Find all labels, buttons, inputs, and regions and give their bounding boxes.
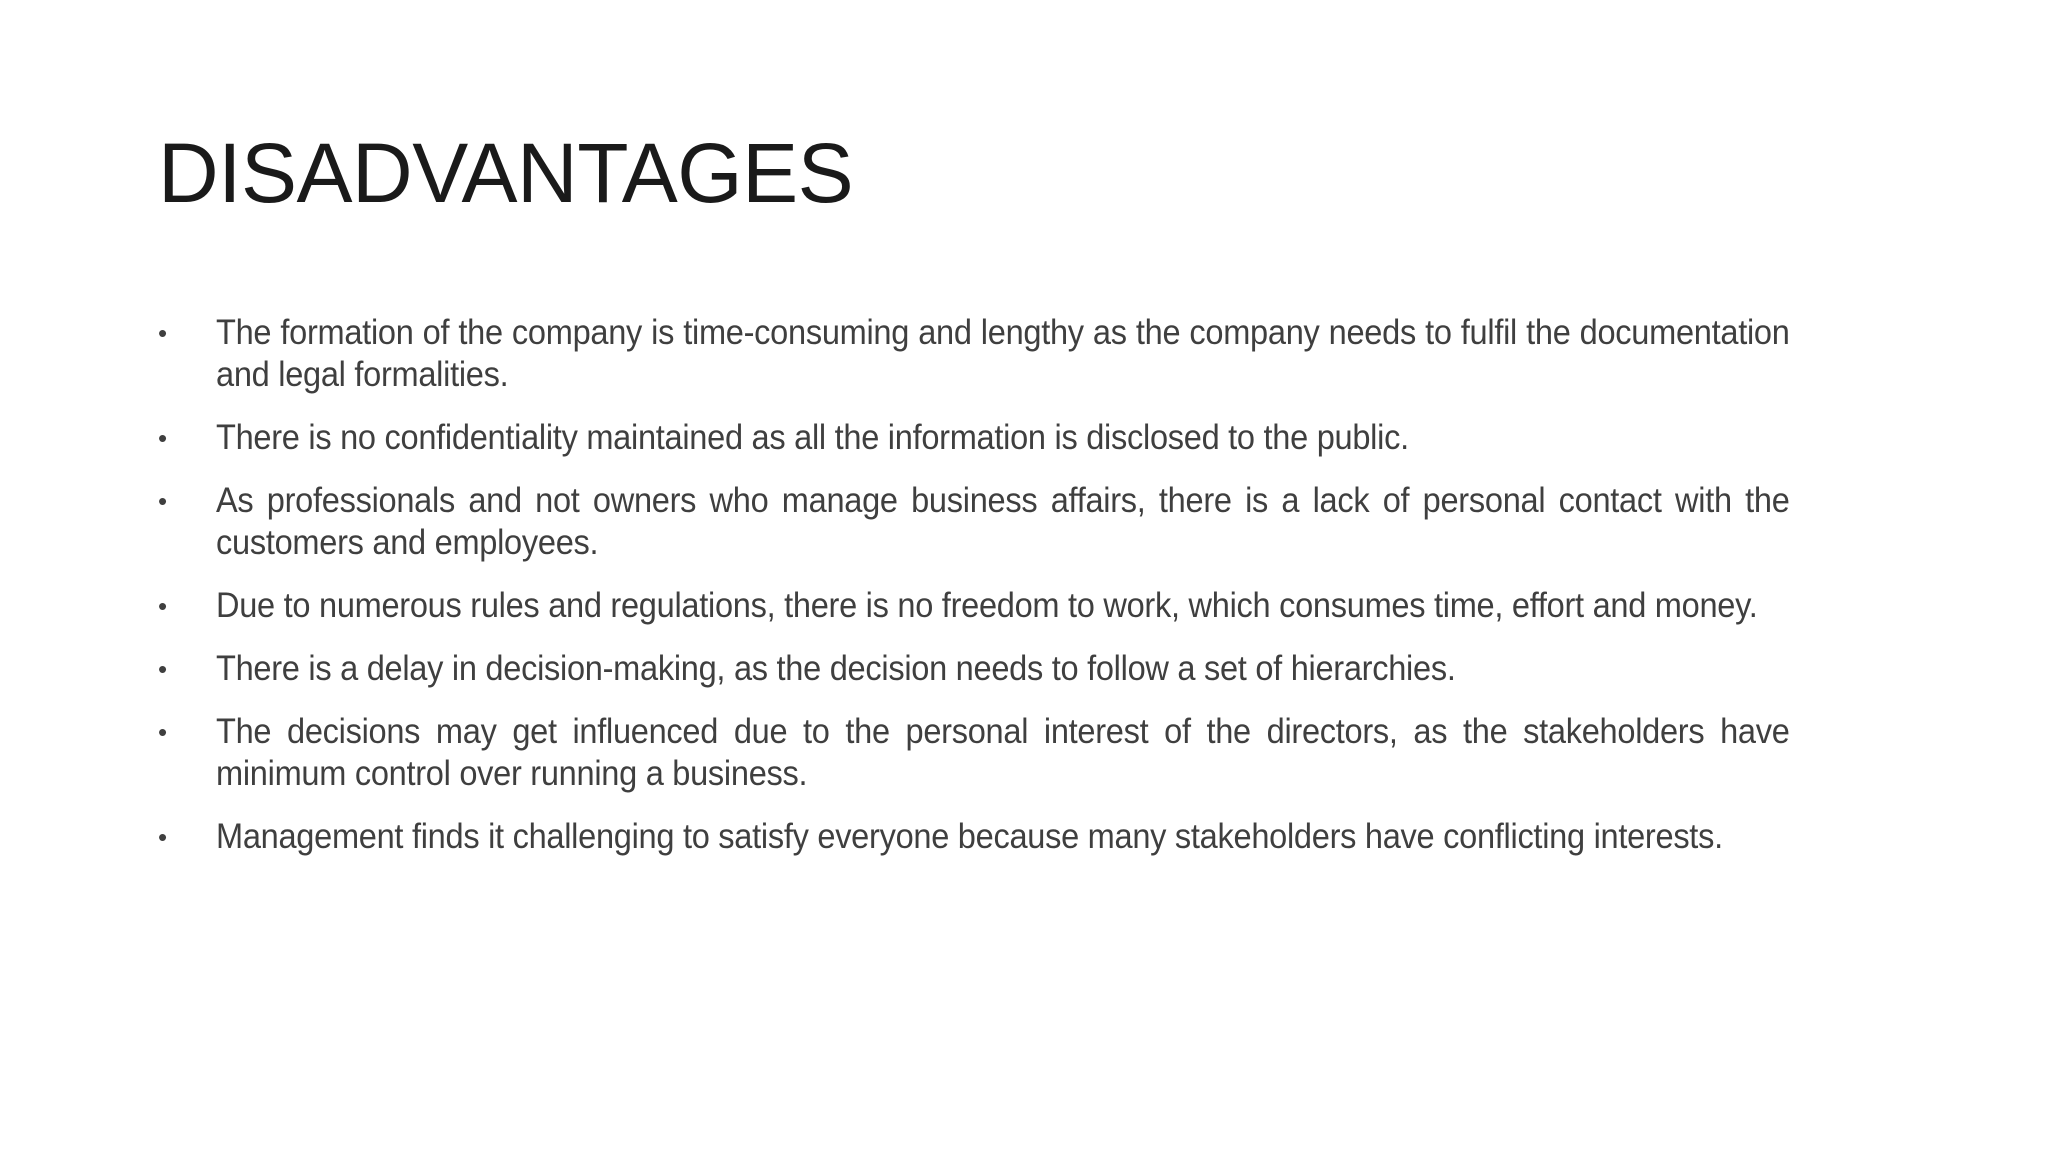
bullet-icon: •	[158, 486, 168, 516]
bullet-list	[158, 312, 1908, 879]
bullet-text: The formation of the company is time-consuming and lengthy as the company needs to fulfil the documentation and legal formalities.	[216, 313, 1790, 394]
bullet-text: The decisions may get influenced due to the personal interest of the directors, as the stakeholders have minimum control over running a business.	[216, 712, 1790, 793]
list-item	[158, 585, 1908, 627]
list-item	[158, 480, 1908, 564]
bullet-icon: •	[158, 423, 168, 453]
bullet-text: Management finds it challenging to satisfy everyone because many stakeholders have conflicting interests.	[216, 817, 1723, 856]
list-item	[158, 648, 1908, 690]
list-item	[158, 816, 1908, 858]
list-item	[158, 711, 1908, 795]
bullet-text: There is no confidentiality maintained as all the information is disclosed to the public.	[216, 418, 1409, 457]
slide-title: DISADVANTAGES	[158, 126, 854, 220]
bullet-text: Due to numerous rules and regulations, there is no freedom to work, which consumes time, effort and money.	[216, 586, 1758, 625]
bullet-icon: •	[158, 717, 168, 747]
bullet-icon: •	[158, 822, 168, 852]
bullet-text: There is a delay in decision-making, as the decision needs to follow a set of hierarchies.	[216, 649, 1456, 688]
bullet-icon: •	[158, 591, 168, 621]
bullet-icon: •	[158, 318, 168, 348]
bullet-icon: •	[158, 654, 168, 684]
list-item	[158, 312, 1908, 396]
list-item	[158, 417, 1908, 459]
bullet-text: As professionals and not owners who manage business affairs, there is a lack of personal contact with the customers and employees.	[216, 481, 1790, 562]
